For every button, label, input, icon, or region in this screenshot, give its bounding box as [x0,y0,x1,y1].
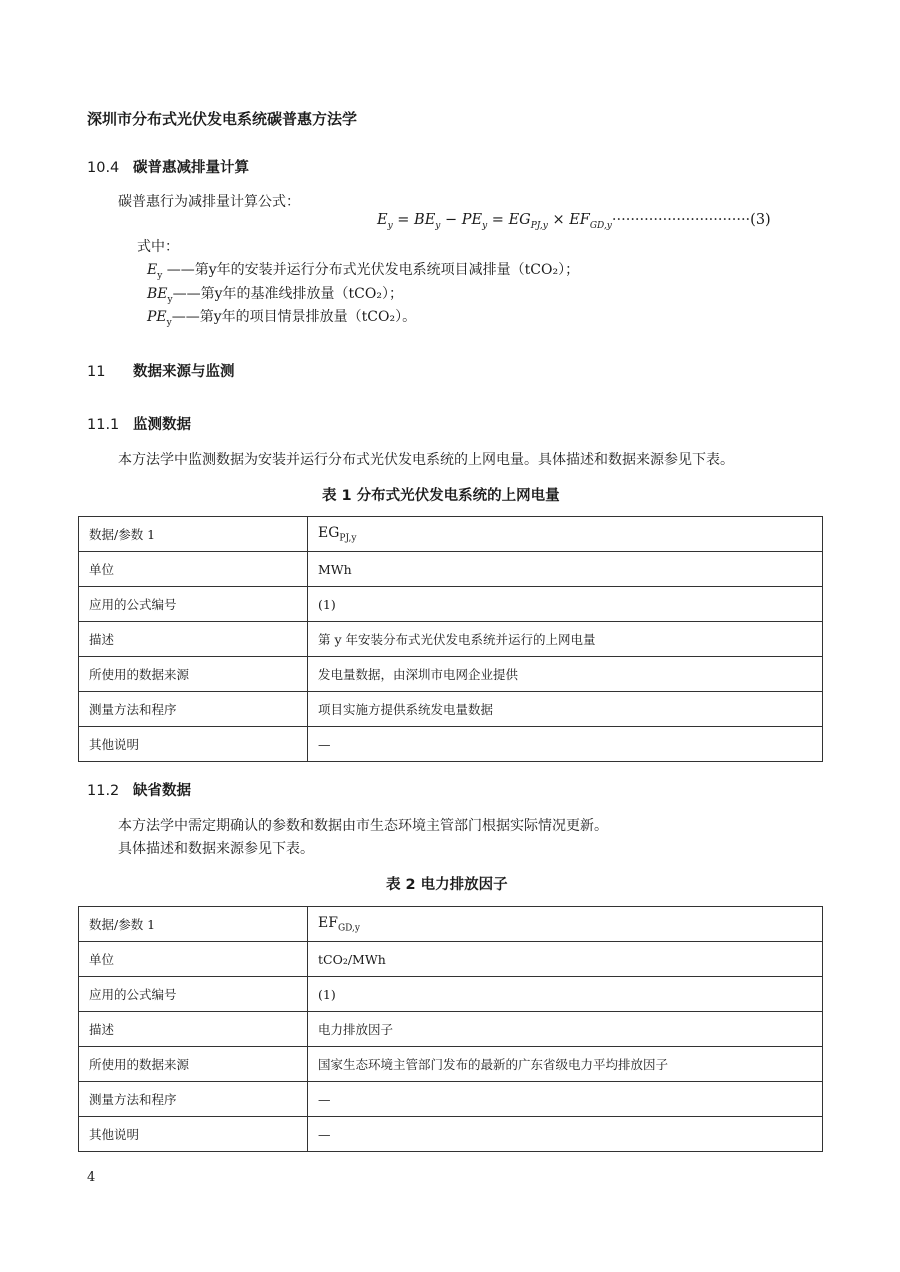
table-key: 数据/参数 1 [79,517,308,552]
table-row [79,907,823,942]
section-heading-11 [87,360,235,381]
table-key: 所使用的数据来源 [79,1047,308,1082]
table-key: 描述 [79,622,308,657]
table-key: 数据/参数 1 [79,907,308,942]
table-value: (1) [308,587,823,622]
table-row [79,1082,823,1117]
def-symbol: BE [147,286,168,302]
where-label: 式中： [137,239,179,255]
formula-intro: 碳普惠行为减排量计算公式： [118,194,300,210]
formula-sub: PJ,y [530,220,548,231]
table-value: 国家生态环境主管部门发布的最新的广东省级电力平均排放因子 [308,1047,823,1082]
definition-bey [147,283,403,305]
table-value: MWh [308,552,823,587]
formula-sub: y [387,220,393,231]
table-key: 单位 [79,552,308,587]
page-number: 4 [87,1170,96,1185]
table-key: 所使用的数据来源 [79,657,308,692]
table-key: 其他说明 [79,727,308,762]
table-row [79,1047,823,1082]
definition-ey [147,259,579,281]
section-heading-11-1 [87,413,191,434]
table-row [79,657,823,692]
section-title: 缺省数据 [133,783,191,799]
formula-3 [377,212,771,231]
table-row [79,517,823,552]
table-value: (1) [308,977,823,1012]
table-key: 应用的公式编号 [79,977,308,1012]
table-value: 电力排放因子 [308,1012,823,1047]
table-row [79,942,823,977]
table-value: — [308,1082,823,1117]
def-text: ——第y年的基准线排放量（tCO₂）； [172,286,403,302]
table-row [79,727,823,762]
def-sub: y [157,270,163,281]
def-sub: y [167,294,173,305]
table-row [79,552,823,587]
table-key: 描述 [79,1012,308,1047]
table-key: 其他说明 [79,1117,308,1152]
table-param-value [308,517,823,552]
section-number: 11.1 [87,417,120,433]
section-title: 碳普惠减排量计算 [133,160,249,176]
paragraph-default-1: 本方法学中需定期确认的参数和数据由市生态环境主管部门根据实际情况更新。 [118,818,608,834]
def-text: ——第y年的安装并运行分布式光伏发电系统项目减排量（tCO₂）； [162,262,580,278]
table-value: — [308,727,823,762]
section-title: 监测数据 [133,417,191,433]
formula-ref: (3) [750,212,771,228]
section-heading-10-4 [87,156,249,177]
formula-dots: ······························ [611,212,751,228]
table-value: 项目实施方提供系统发电量数据 [308,692,823,727]
param-main: EG [318,524,340,541]
formula-term: = BE [392,212,436,228]
table-key: 测量方法和程序 [79,1082,308,1117]
table-value: tCO₂/MWh [308,942,823,977]
param-main: EF [318,914,338,931]
formula-sub: y [435,220,441,231]
table-param-value [308,907,823,942]
table-2-caption: 表 2 电力排放因子 [386,877,508,893]
paragraph-default-2: 具体描述和数据来源参见下表。 [118,841,314,857]
formula-sub: GD,y [589,220,612,231]
formula-term: E [377,212,388,228]
table-value: 第 y 年安装分布式光伏发电系统并运行的上网电量 [308,622,823,657]
formula-sub: y [482,220,488,231]
section-heading-11-2 [87,779,191,800]
table-2 [78,906,823,1152]
param-sub: GD,y [337,923,360,934]
formula-term: = EG [487,212,531,228]
table-row [79,1012,823,1047]
def-text: ——第y年的项目情景排放量（tCO₂）。 [171,309,417,325]
section-title: 数据来源与监测 [133,364,235,380]
formula-term: − PE [440,212,483,228]
table-1-caption: 表 1 分布式光伏发电系统的上网电量 [322,488,560,504]
table-row [79,692,823,727]
def-symbol: PE [147,309,167,325]
definition-pey [147,306,416,328]
table-value: 发电量数据，由深圳市电网企业提供 [308,657,823,692]
section-number: 10.4 [87,160,120,176]
table-row [79,1117,823,1152]
formula-term: × EF [547,212,590,228]
def-symbol: E [147,262,158,278]
table-value: — [308,1117,823,1152]
table-key: 测量方法和程序 [79,692,308,727]
table-row [79,587,823,622]
table-1 [78,516,823,762]
table-row [79,622,823,657]
def-sub: y [166,317,172,328]
table-key: 应用的公式编号 [79,587,308,622]
param-sub: PJ,y [339,533,357,544]
paragraph-monitoring: 本方法学中监测数据为安装并运行分布式光伏发电系统的上网电量。具体描述和数据来源参见下表。 [118,452,734,468]
section-number: 11 [87,364,106,380]
section-number: 11.2 [87,783,120,799]
document-title: 深圳市分布式光伏发电系统碳普惠方法学 [87,110,358,128]
table-key: 单位 [79,942,308,977]
table-row [79,977,823,1012]
